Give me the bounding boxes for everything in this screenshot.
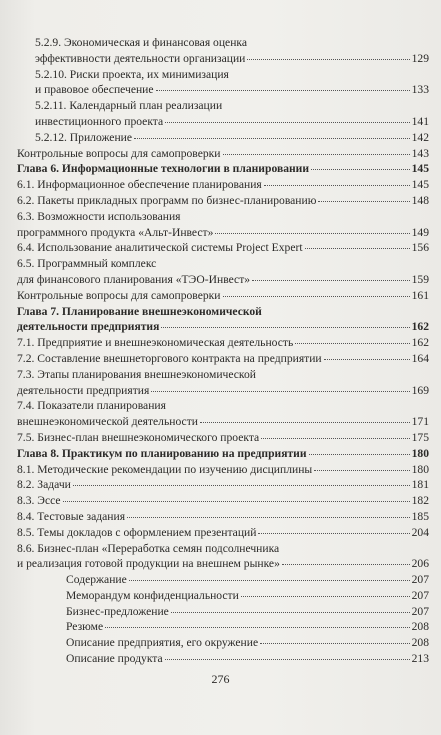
toc-entry-title: для финансового планирования «ТЭО-Инвест» xyxy=(17,272,251,286)
toc-entry-line xyxy=(35,98,429,114)
toc-entry-page: 213 xyxy=(411,652,429,666)
dot-leader xyxy=(309,453,410,455)
toc-entry-line-with-page xyxy=(35,114,429,130)
toc-entry-title: эффективности деятельности организации xyxy=(35,51,246,65)
toc-entry xyxy=(17,351,429,367)
toc-entry-line xyxy=(17,541,429,557)
toc-entry-title: Глава 8. Практикум по планированию на предприятии xyxy=(17,446,307,460)
toc-entry xyxy=(17,304,429,336)
toc-entry-page: 181 xyxy=(411,478,429,492)
toc-entry-title: и правовое обеспечение xyxy=(35,83,154,97)
toc-entry-title: Контрольные вопросы для самопроверки xyxy=(17,288,221,302)
dot-leader xyxy=(161,326,409,328)
toc-entry xyxy=(17,477,429,493)
toc-entry-page: 161 xyxy=(411,288,429,302)
toc-entry-line-with-page xyxy=(35,82,429,98)
toc-entry-page: 164 xyxy=(411,351,429,365)
dot-leader xyxy=(63,500,410,502)
toc-entry xyxy=(17,146,429,162)
toc-entry-title: деятельности предприятия xyxy=(17,383,150,397)
toc-entry xyxy=(17,256,429,288)
dot-leader xyxy=(260,642,410,644)
toc-entry-title: программного продукта «Альт-Инвест» xyxy=(17,225,214,239)
dot-leader xyxy=(105,626,409,628)
toc-entry xyxy=(17,35,429,67)
toc-entry xyxy=(17,509,429,525)
toc-entry xyxy=(17,493,429,509)
toc-entry-title: 6.3. Возможности использования xyxy=(17,209,181,223)
page-number: 276 xyxy=(211,672,230,686)
toc-entry-title: 5.2.12. Приложение xyxy=(35,130,133,144)
toc-entry xyxy=(17,67,429,99)
toc-entry-page: 171 xyxy=(411,415,429,429)
toc-entry-page: 156 xyxy=(411,241,429,255)
toc-entry-line-with-page xyxy=(17,240,429,256)
toc-entry-page: 208 xyxy=(411,620,429,634)
toc-entry-title: Контрольные вопросы для самопроверки xyxy=(17,146,221,160)
toc-entry-page: 143 xyxy=(411,146,429,160)
toc-entry-page: 206 xyxy=(411,557,429,571)
dot-leader xyxy=(73,484,410,486)
toc-entry-page: 180 xyxy=(411,462,429,476)
dot-leader xyxy=(223,153,410,155)
toc-entry-page: 142 xyxy=(411,130,429,144)
dot-leader xyxy=(247,58,409,60)
toc-entry-page: 133 xyxy=(411,83,429,97)
toc-entry xyxy=(17,193,429,209)
toc-entry xyxy=(17,446,429,462)
toc-entry-line-with-page xyxy=(17,146,429,162)
dot-leader xyxy=(311,168,410,170)
toc-entry-line-with-page xyxy=(17,509,429,525)
toc-entry-page: 182 xyxy=(411,494,429,508)
toc-entry-title: 7.4. Показатели планирования xyxy=(17,399,166,413)
toc-entry-page: 162 xyxy=(411,320,429,334)
toc-entry-page: 180 xyxy=(411,446,429,460)
toc-entry-page: 207 xyxy=(411,573,429,587)
dot-leader xyxy=(324,358,410,360)
toc-entry-page: 141 xyxy=(411,114,429,128)
dot-leader xyxy=(171,611,410,613)
toc-entry xyxy=(17,430,429,446)
dot-leader xyxy=(258,532,409,534)
dot-leader xyxy=(127,516,410,518)
toc-entry xyxy=(17,177,429,193)
toc-entry-page: 159 xyxy=(411,272,429,286)
toc-entry-title: 7.2. Составление внешнеторгового контракта на предприятии xyxy=(17,351,322,365)
toc-entry xyxy=(17,525,429,541)
toc-entry-page: 207 xyxy=(411,588,429,602)
toc-entry-page: 185 xyxy=(411,509,429,523)
toc-entry xyxy=(17,240,429,256)
toc-entry-title: Описание предприятия, его окружение xyxy=(66,636,259,650)
toc-entry xyxy=(17,588,429,604)
toc-entry-title: Глава 7. Планирование внешнеэкономической xyxy=(17,304,262,318)
toc-entry-line-with-page xyxy=(66,651,429,667)
toc-entry-page: 145 xyxy=(411,162,429,176)
toc-entry-title: инвестиционного проекта xyxy=(35,114,164,128)
dot-leader xyxy=(156,89,410,91)
toc-entry xyxy=(17,604,429,620)
toc-entry xyxy=(17,398,429,430)
toc-entry xyxy=(17,462,429,478)
toc-entry-line-with-page xyxy=(17,288,429,304)
toc-entry-title: 5.2.11. Календарный план реализации xyxy=(35,99,223,113)
dot-leader xyxy=(215,232,409,234)
toc-entry-title: 6.1. Информационное обеспечение планирования xyxy=(17,178,262,192)
toc-entry-page: 162 xyxy=(411,336,429,350)
toc-entry-title: 5.2.10. Риски проекта, их минимизация xyxy=(35,67,229,81)
toc-entry-title: Глава 6. Информационные технологии в планировании xyxy=(17,162,310,176)
toc-entry-line xyxy=(35,67,429,83)
toc-entry-line-with-page xyxy=(17,319,429,335)
toc-entry-title: 6.4. Использование аналитической системы Project Expert xyxy=(17,241,303,255)
toc-entry xyxy=(17,98,429,130)
dot-leader xyxy=(282,563,410,565)
toc-entry-page: 148 xyxy=(411,193,429,207)
toc-entry-page: 208 xyxy=(411,636,429,650)
toc-entry-line-with-page xyxy=(66,572,429,588)
toc-entry xyxy=(17,335,429,351)
toc-entry-line xyxy=(17,209,429,225)
toc-entry-title: и реализация готовой продукции на внешнем рынке» xyxy=(17,557,280,571)
toc-entry xyxy=(17,130,429,146)
dot-leader xyxy=(165,658,410,660)
toc-entry-line-with-page xyxy=(35,130,429,146)
dot-leader xyxy=(165,121,409,123)
toc-entry-page: 129 xyxy=(411,51,429,65)
dot-leader xyxy=(295,342,409,344)
toc-entry-line-with-page xyxy=(66,635,429,651)
dot-leader xyxy=(305,247,410,249)
toc-entry xyxy=(17,635,429,651)
toc-entry-title: Резюме xyxy=(66,620,104,634)
toc-entry-line-with-page xyxy=(17,335,429,351)
toc-entry-title: внешнеэкономической деятельности xyxy=(17,415,198,429)
toc-entry-title: 8.5. Темы докладов с оформлением презентаций xyxy=(17,525,257,539)
dot-leader xyxy=(261,437,409,439)
toc-entry-line-with-page xyxy=(17,272,429,288)
toc-entry-page: 207 xyxy=(411,604,429,618)
toc-entry-page: 149 xyxy=(411,225,429,239)
toc-entry-line-with-page xyxy=(17,351,429,367)
toc-entry-line-with-page xyxy=(17,193,429,209)
dot-leader xyxy=(223,295,410,297)
toc-entry-line xyxy=(17,367,429,383)
dot-leader xyxy=(318,200,409,202)
toc-entry xyxy=(17,161,429,177)
toc-entry-title: деятельности предприятия xyxy=(17,320,160,334)
toc-entry-line xyxy=(17,256,429,272)
toc-entry-line xyxy=(17,304,429,320)
toc-entry-line-with-page xyxy=(17,225,429,241)
toc-entry-page: 204 xyxy=(411,525,429,539)
toc-entry-title: 6.5. Программный комплекс xyxy=(17,257,157,271)
toc-entry-line-with-page xyxy=(17,525,429,541)
toc-entry-line-with-page xyxy=(35,51,429,67)
toc-entry-line-with-page xyxy=(17,462,429,478)
toc-entry xyxy=(17,541,429,573)
toc-entry xyxy=(17,572,429,588)
toc-entry-line xyxy=(35,35,429,51)
toc-entry-line-with-page xyxy=(17,414,429,430)
toc-entry-line-with-page xyxy=(17,161,429,177)
toc-entry-line-with-page xyxy=(66,604,429,620)
toc-entry-title: 8.3. Эссе xyxy=(17,494,61,508)
toc-entry-title: 8.2. Задачи xyxy=(17,478,71,492)
toc-entry-title: 6.2. Пакеты прикладных программ по бизнес-планированию xyxy=(17,193,317,207)
toc-entry-line-with-page xyxy=(17,477,429,493)
toc-entry-title: Меморандум конфиденциальности xyxy=(66,588,239,602)
dot-leader xyxy=(314,469,409,471)
toc-entry xyxy=(17,619,429,635)
toc-entry xyxy=(17,209,429,241)
dot-leader xyxy=(264,184,410,186)
toc-entry-line-with-page xyxy=(17,446,429,462)
toc-entry-line-with-page xyxy=(17,556,429,572)
toc-entry-title: 8.1. Методические рекомендации по изучению дисциплины xyxy=(17,462,313,476)
toc-entry-line-with-page xyxy=(66,588,429,604)
toc-entry-title: Описание продукта xyxy=(66,652,163,666)
dot-leader xyxy=(129,579,410,581)
dot-leader xyxy=(252,279,410,281)
toc-entry-title: 5.2.9. Экономическая и финансовая оценка xyxy=(35,36,248,49)
toc-entry-title: Бизнес-предложение xyxy=(66,604,169,618)
toc-entry-title: 8.4. Тестовые задания xyxy=(17,509,126,523)
table-of-contents xyxy=(17,35,429,667)
toc-entry-line-with-page xyxy=(17,430,429,446)
toc-entry-page: 169 xyxy=(411,383,429,397)
toc-entry-line xyxy=(17,398,429,414)
toc-entry-title: Содержание xyxy=(66,573,127,587)
toc-entry-line-with-page xyxy=(17,177,429,193)
toc-entry-title: 7.5. Бизнес-план внешнеэкономического проекта xyxy=(17,430,260,444)
dot-leader xyxy=(241,595,410,597)
toc-entry-line-with-page xyxy=(17,493,429,509)
toc-entry-line-with-page xyxy=(17,383,429,399)
toc-entry-page: 175 xyxy=(411,430,429,444)
toc-entry xyxy=(17,651,429,667)
toc-entry xyxy=(17,367,429,399)
toc-entry-title: 8.6. Бизнес-план «Переработка семян подсолнечника xyxy=(17,541,280,555)
toc-entry xyxy=(17,288,429,304)
toc-entry-title: 7.1. Предприятие и внешнеэкономическая деятельность xyxy=(17,336,294,350)
toc-entry-title: 7.3. Этапы планирования внешнеэкономической xyxy=(17,367,256,381)
dot-leader xyxy=(200,421,410,423)
dot-leader xyxy=(134,137,410,139)
toc-entry-page: 145 xyxy=(411,178,429,192)
toc-entry-line-with-page xyxy=(66,619,429,635)
dot-leader xyxy=(151,390,409,392)
